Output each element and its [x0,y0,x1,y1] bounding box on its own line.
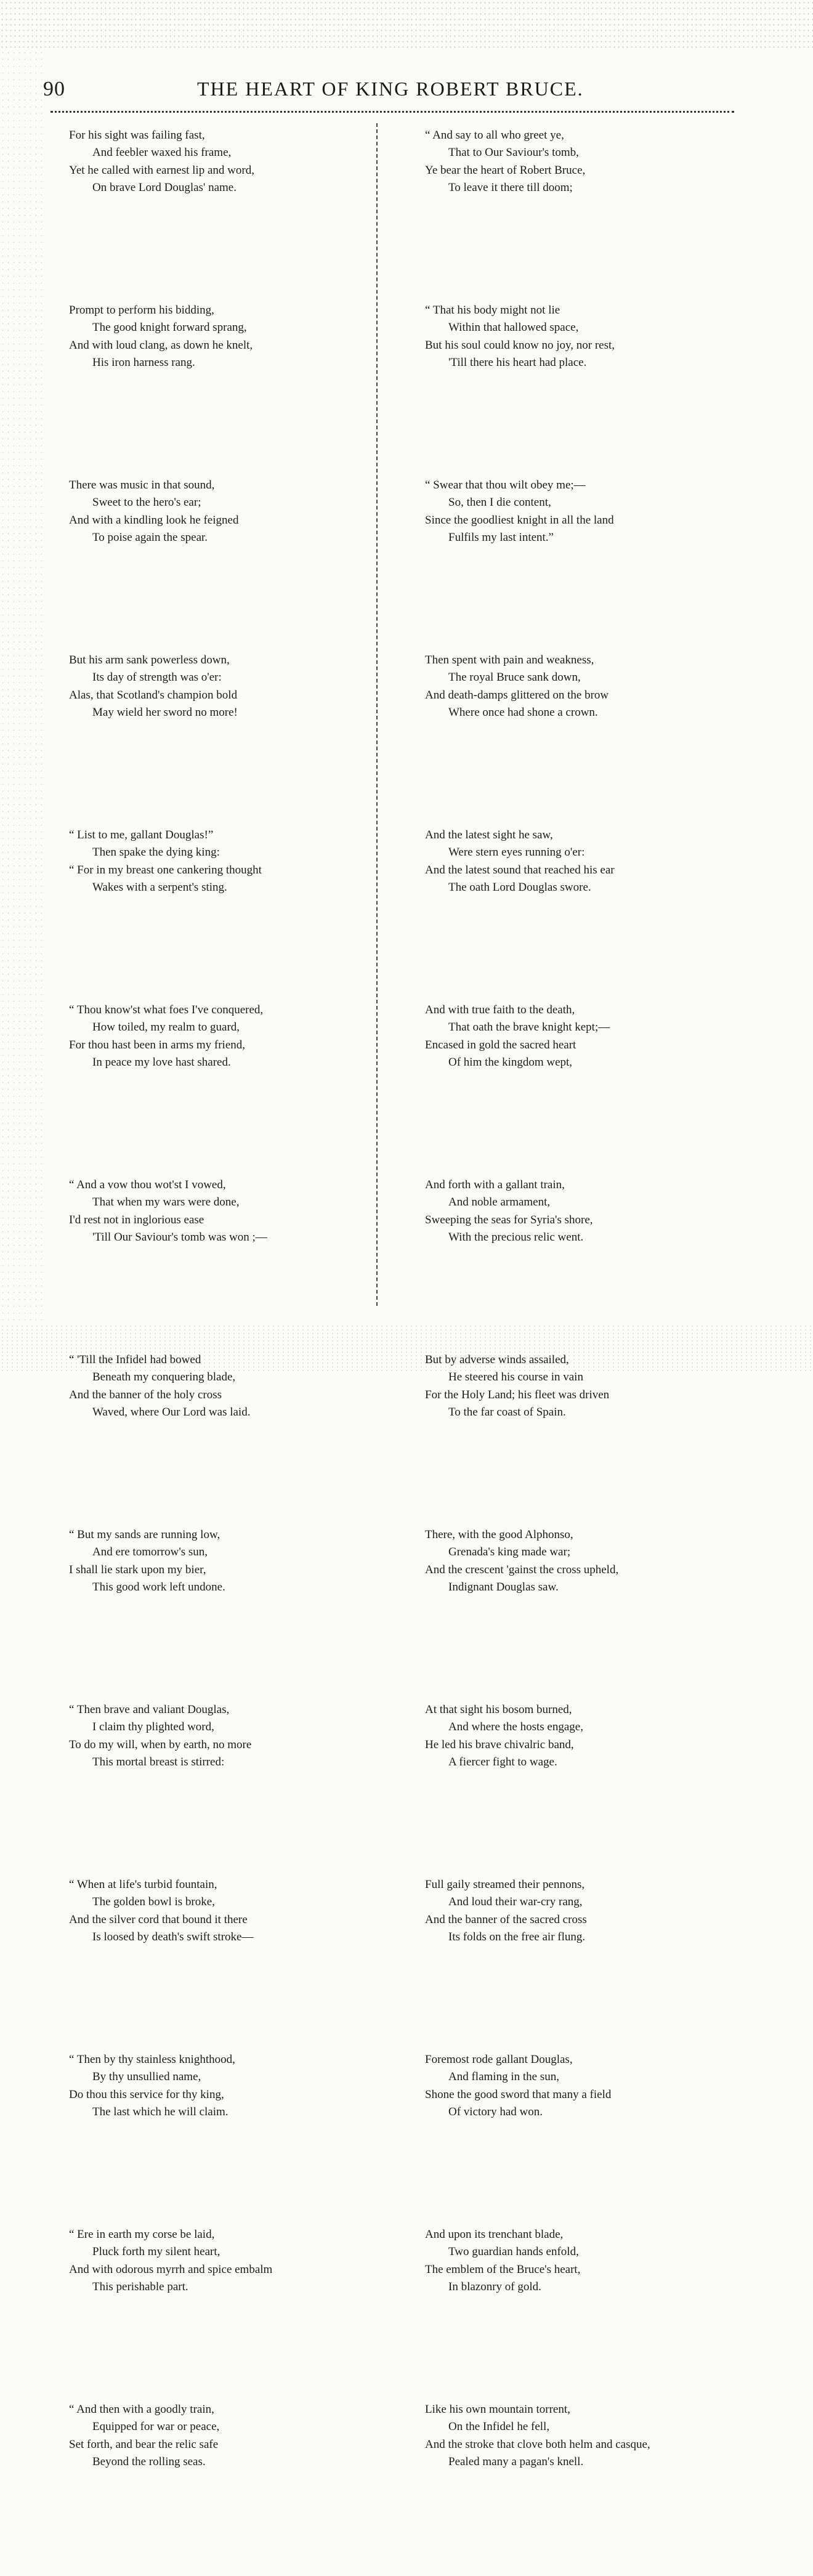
verse-line: And the crescent 'gainst the cross upheld, [425,1563,619,1576]
verse-line: The last which he will claim. [92,2105,229,2119]
verse-line: At that sight his bosom burned, [425,1703,572,1716]
verse-line: The emblem of the Bruce's heart, [425,2262,581,2276]
verse-line: Where once had shone a crown. [448,706,598,719]
verse-line: And with true faith to the death, [425,1003,575,1016]
verse-line: Sweet to the hero's ear; [92,496,201,509]
verse-line: This mortal breast is stirred: [92,1756,225,1769]
verse-line: Wakes with a serpent's sting. [92,881,227,894]
verse-line: And the banner of the holy cross [69,1388,222,1401]
stanza [425,1526,733,1701]
verse-line: And the latest sight he saw, [425,828,553,841]
verse-line: “ That his body might not lie [425,304,560,317]
verse-line: This good work left undone. [92,1581,225,1594]
verse-line: To do my will, when by earth, no more [69,1738,252,1751]
stanza [425,302,733,477]
verse-line: And where the hosts engage, [448,1720,583,1734]
verse-line: And with a kindling look he feigned [69,513,239,527]
stanza [425,2226,733,2401]
stanza [425,477,733,652]
scan-noise-left [0,49,43,1324]
stanza [425,827,733,1002]
verse-line: Of him the kingdom wept, [448,1056,573,1069]
stanza [425,1701,733,1876]
verse-line: Shone the good sword that many a field [425,2088,612,2101]
right-column [425,127,733,2576]
page-title: THE HEART OF KING ROBERT BRUCE. [197,78,584,100]
stanza [425,1002,733,1177]
page-number: 90 [43,78,65,100]
verse-line: Set forth, and bear the relic safe [69,2437,219,2451]
verse-line: Were stern eyes running o'er: [448,846,585,859]
verse-line: “ List to me, gallant Douglas!” [69,828,214,841]
verse-line: “ Ere in earth my corse be laid, [69,2228,215,2241]
verse-line: “ Thou know'st what foes I've conquered, [69,1003,264,1016]
verse-line: Foremost rode gallant Douglas, [425,2053,573,2066]
verse-line: Two guardian hands enfold, [448,2245,579,2259]
verse-line: “ When at life's turbid fountain, [69,1878,217,1891]
verse-line: And forth with a gallant train, [425,1178,565,1191]
stanza [69,302,365,477]
verse-line: “ Then by thy stainless knighthood, [69,2053,235,2066]
verse-line: On the Infidel he fell, [448,2420,550,2434]
verse-line: And noble armament, [448,1196,551,1209]
verse-line: Then spent with pain and weakness, [425,654,594,666]
verse-line: To poise again the spear. [92,531,208,545]
verse-line: Of victory had won. [448,2105,543,2119]
verse-line: “ But my sands are running low, [69,1528,220,1541]
verse-line: Full gaily streamed their pennons, [425,1878,585,1891]
stanza [69,1351,365,1526]
stanza [69,2226,365,2401]
stanza [69,1701,365,1876]
verse-line: The golden bowl is broke, [92,1895,215,1909]
verse-line: So, then I die content, [448,496,551,509]
verse-line: And upon its trenchant blade, [425,2228,564,2241]
verse-line: Its folds on the free air flung. [448,1930,586,1944]
verse-line: Sweeping the seas for Syria's shore, [425,1213,593,1226]
verse-line: To the far coast of Spain. [448,1406,566,1419]
verse-line: I claim thy plighted word, [92,1720,214,1734]
verse-line: There was music in that sound, [69,479,215,492]
verse-line: May wield her sword no more! [92,706,238,719]
verse-line: And the silver cord that bound it there [69,1913,248,1926]
verse-line: A fiercer fight to wage. [448,1756,557,1769]
verse-line: And death-damps glittered on the brow [425,688,609,702]
verse-line: And the latest sound that reached his ear [425,863,615,877]
verse-line: 'Till Our Saviour's tomb was won ;— [92,1231,267,1244]
verse-line: “ Swear that thou wilt obey me;— [425,479,586,492]
verse-line: Fulfils my last intent.” [448,531,554,545]
stanza [69,1177,365,1351]
verse-line: For the Holy Land; his fleet was driven [425,1388,610,1401]
verse-line: Pealed many a pagan's knell. [448,2455,584,2469]
stanza [425,1351,733,1526]
verse-line: To leave it there till doom; [448,181,573,195]
verse-line: The royal Bruce sank down, [448,671,581,684]
verse-line: Waved, where Our Lord was laid. [92,1406,251,1419]
stanza [425,127,733,302]
verse-line: And the stroke that clove both helm and casque, [425,2437,650,2451]
stanza [69,2401,365,2576]
stanza [425,652,733,827]
verse-line: And with loud clang, as down he knelt, [69,338,253,352]
verse-line: And with odorous myrrh and spice embalm [69,2262,273,2276]
stanza [425,1177,733,1351]
verse-line: And flaming in the sun, [448,2070,559,2084]
verse-line: Its day of strength was o'er: [92,671,222,684]
verse-line: He led his brave chivalric band, [425,1738,574,1751]
verse-line: And ere tomorrow's sun, [92,1545,208,1559]
verse-line: That when my wars were done, [92,1196,240,1209]
verse-line: Indignant Douglas saw. [448,1581,559,1594]
verse-line: Ye bear the heart of Robert Bruce, [425,163,586,177]
stanza [69,127,365,302]
page-header [43,73,739,103]
verse-line: Do thou this service for thy king, [69,2088,224,2101]
verse-line: Since the goodliest knight in all the land [425,513,614,527]
verse-line: With the precious relic went. [448,1231,584,1244]
verse-line: Grenada's king made war; [448,1545,571,1559]
verse-line: Equipped for war or peace, [92,2420,220,2434]
verse-line: On brave Lord Douglas' name. [92,181,237,195]
verse-line: “ 'Till the Infidel had bowed [69,1353,201,1366]
verse-line: Pluck forth my silent heart, [92,2245,220,2259]
stanza [69,1526,365,1701]
stanza [69,477,365,652]
verse-line: “ Then brave and valiant Douglas, [69,1703,230,1716]
column-divider [376,123,378,1306]
verse-line: Is loosed by death's swift stroke— [92,1930,254,1944]
verse-line: Like his own mountain torrent, [425,2403,570,2416]
verse-line: That to Our Saviour's tomb, [448,146,579,160]
verse-line: Beyond the rolling seas. [92,2455,206,2469]
verse-line: Prompt to perform his bidding, [69,304,214,317]
verse-line: The good knight forward sprang, [92,321,247,334]
verse-line: 'Till there his heart had place. [448,356,587,370]
verse-line: I'd rest not in inglorious ease [69,1213,204,1226]
stanza [425,2051,733,2226]
verse-line: For thou hast been in arms my friend, [69,1038,246,1051]
verse-line: “ And then with a goodly train, [69,2403,214,2416]
verse-line: How toiled, my realm to guard, [92,1021,240,1034]
verse-line: Then spake the dying king: [92,846,220,859]
verse-line: But his arm sank powerless down, [69,654,230,666]
verse-line: There, with the good Alphonso, [425,1528,573,1541]
verse-line: Alas, that Scotland's champion bold [69,688,238,702]
verse-line: “ And a vow thou wot'st I vowed, [69,1178,226,1191]
verse-line: I shall lie stark upon my bier, [69,1563,206,1576]
verse-line: By thy unsullied name, [92,2070,201,2084]
verse-line: “ For in my breast one cankering thought [69,863,262,877]
stanza [69,652,365,827]
stanza [69,1002,365,1177]
verse-line: “ And say to all who greet ye, [425,129,564,142]
verse-line: For his sight was failing fast, [69,129,205,142]
header-rule [51,111,734,113]
verse-line: His iron harness rang. [92,356,195,370]
stanza [425,1876,733,2051]
verse-line: And loud their war-cry rang, [448,1895,583,1909]
verse-line: Beneath my conquering blade, [92,1371,236,1384]
verse-line: This perishable part. [92,2280,188,2294]
verse-line: That oath the brave knight kept;— [448,1021,610,1034]
verse-line: Yet he called with earnest lip and word, [69,163,254,177]
verse-line: But by adverse winds assailed, [425,1353,569,1366]
stanza [69,2051,365,2226]
verse-line: And feebler waxed his frame, [92,146,232,160]
verse-line: In peace my love hast shared. [92,1056,231,1069]
stanza [69,1876,365,2051]
verse-line: The oath Lord Douglas swore. [448,881,591,894]
verse-line: Within that hallowed space, [448,321,579,334]
scan-noise-top [0,0,813,49]
verse-line: But his soul could know no joy, nor rest, [425,338,615,352]
verse-line: And the banner of the sacred cross [425,1913,587,1926]
stanza [425,2401,733,2576]
verse-line: He steered his course in vain [448,1371,583,1384]
left-column [69,127,365,2576]
verse-line: In blazonry of gold. [448,2280,541,2294]
stanza [69,827,365,1002]
verse-line: Encased in gold the sacred heart [425,1038,576,1051]
